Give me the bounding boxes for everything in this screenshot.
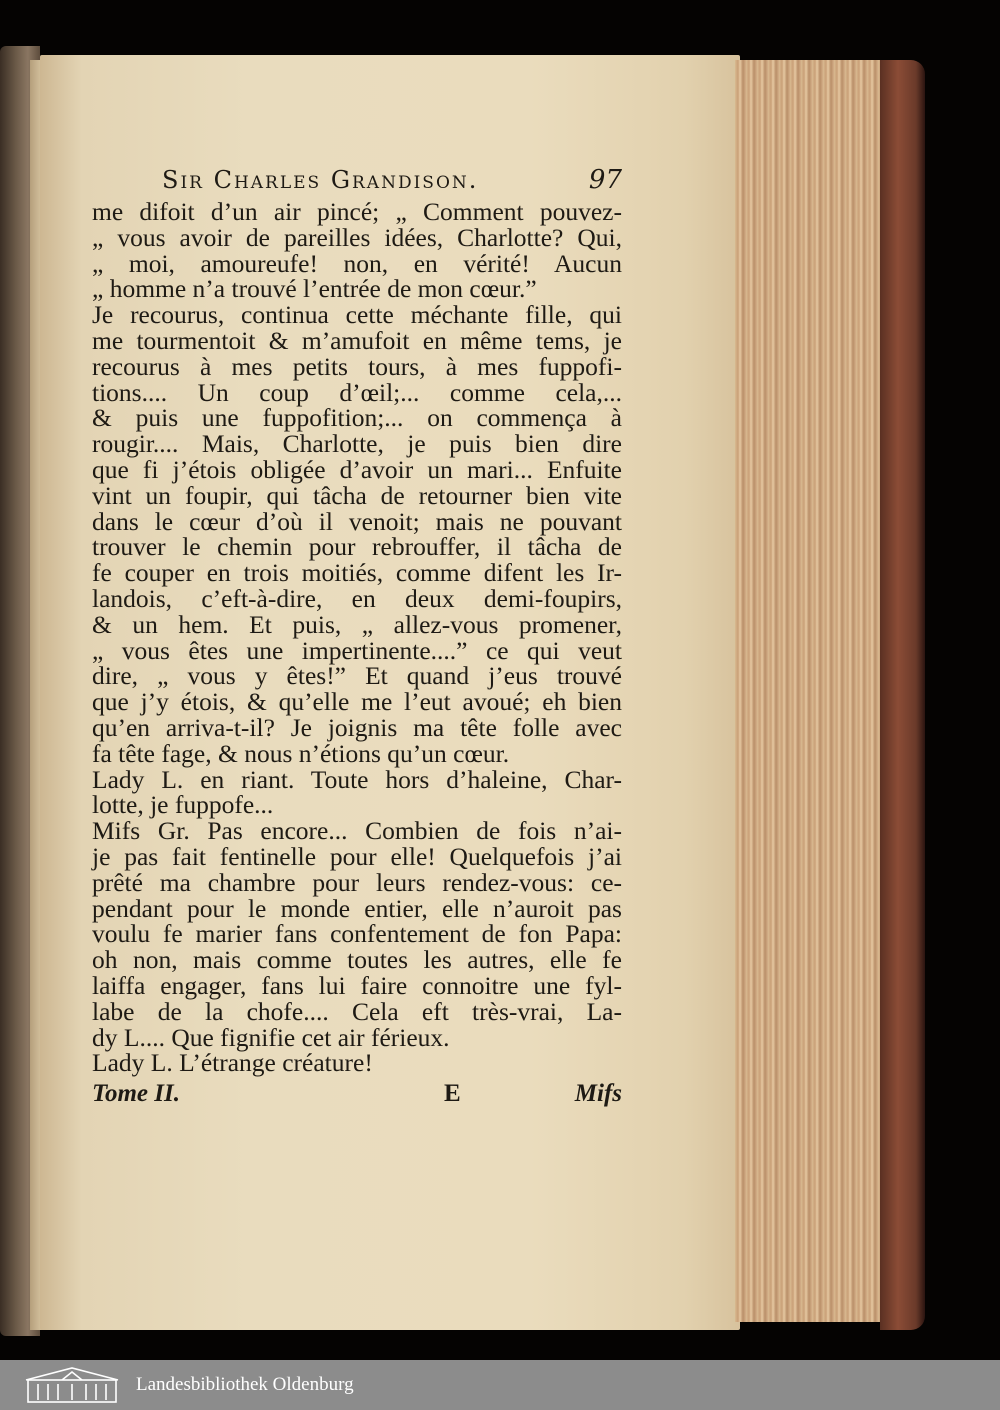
text-line: „ moi, amoureufe! non, en vérité! Aucun [92,248,622,278]
text-line: voulu fe marier fans confentement de fon Papa: [92,919,622,949]
page-text [92,165,622,1108]
text-line: labe de la chofe.... Cela eft très-vrai, La- [92,996,622,1026]
text-line: Lady L. en riant. Toute hors d’haleine, Char- [92,764,622,794]
text-line: laiffa engager, fans lui faire connoitre une fyl- [92,970,622,1000]
text-line: pendant pour le monde entier, elle n’auroit pas [92,893,622,923]
volume-mark: Tome II. [92,1080,180,1108]
text-line: me difoit d’un air pincé; „ Comment pouvez- [92,197,622,226]
running-header [162,165,622,195]
running-title: Sir Charles Grandison. [162,166,479,194]
page-fore-edge [735,60,900,1322]
text-line: Je recourus, continua cette méchante fille, qui [92,300,622,330]
text-line: dans le cœur d’où il venoit; mais ne pouvant [92,506,622,536]
text-line: landois, c’eft-à-dire, en deux demi-foupirs, [92,583,622,613]
page-number: 97 [588,165,622,195]
text-line: Mifs Gr. Pas encore... Combien de fois n’ai- [92,816,622,846]
text-line: recourus à mes petits tours, à mes fuppofi- [92,351,622,381]
text-line: prêté ma chambre pour leurs rendez-vous: ce- [92,867,622,897]
library-building-icon [22,1366,122,1404]
library-banner [0,1360,1000,1410]
text-line: trouver le chemin pour rebrouffer, il tâcha de [92,532,622,562]
text-line: „ vous êtes une impertinente....” ce qui veut [92,635,622,665]
body-text [92,199,622,1076]
right-cover [880,60,925,1330]
library-name: Landesbibliothek Oldenburg [136,1374,354,1395]
text-line: fa tête fage, & nous n’étions qu’un cœur. [92,738,510,768]
signature-mark: E [444,1080,461,1108]
text-line: qu’en arriva-t-il? Je joignis ma tête folle avec [92,712,622,742]
text-line: je pas fait fentinelle pour elle! Quelquefois j’ai [92,841,622,871]
text-line: „ vous avoir de pareilles idées, Charlotte? Qui, [92,222,622,252]
page-footer [92,1080,622,1108]
text-line: dire, „ vous y êtes!” Et quand j’eus trouvé [92,661,622,691]
text-line: que j’y étois, & qu’elle me l’eut avoué; eh bien [92,687,622,717]
text-line: Lady L. L’étrange créature! [92,1048,373,1078]
text-line: & puis une fuppofition;... on commença à [92,403,622,433]
text-line: tions.... Un coup d’œil;... comme cela,... [92,377,622,407]
text-line: vint un foupir, qui tâcha de retourner bien vite [92,480,622,510]
catchword: Mifs [574,1080,622,1108]
text-line: „ homme n’a trouvé l’entrée de mon cœur.” [92,274,537,304]
text-line: dy L.... Que fignifie cet air férieux. [92,1022,450,1052]
text-line: fe couper en trois moitiés, comme difent les Ir- [92,558,622,588]
text-line: me tourmentoit & m’amufoit en même tems, je [92,325,622,355]
text-line: lotte, je fuppofe... [92,790,274,820]
text-line: oh non, mais comme toutes les autres, elle fe [92,945,622,975]
text-line: que fi j’étois obligée d’avoir un mari... Enfuite [92,454,622,484]
text-line: & un hem. Et puis, „ allez-vous promener, [92,609,622,639]
text-line: rougir.... Mais, Charlotte, je puis bien dire [92,429,622,459]
